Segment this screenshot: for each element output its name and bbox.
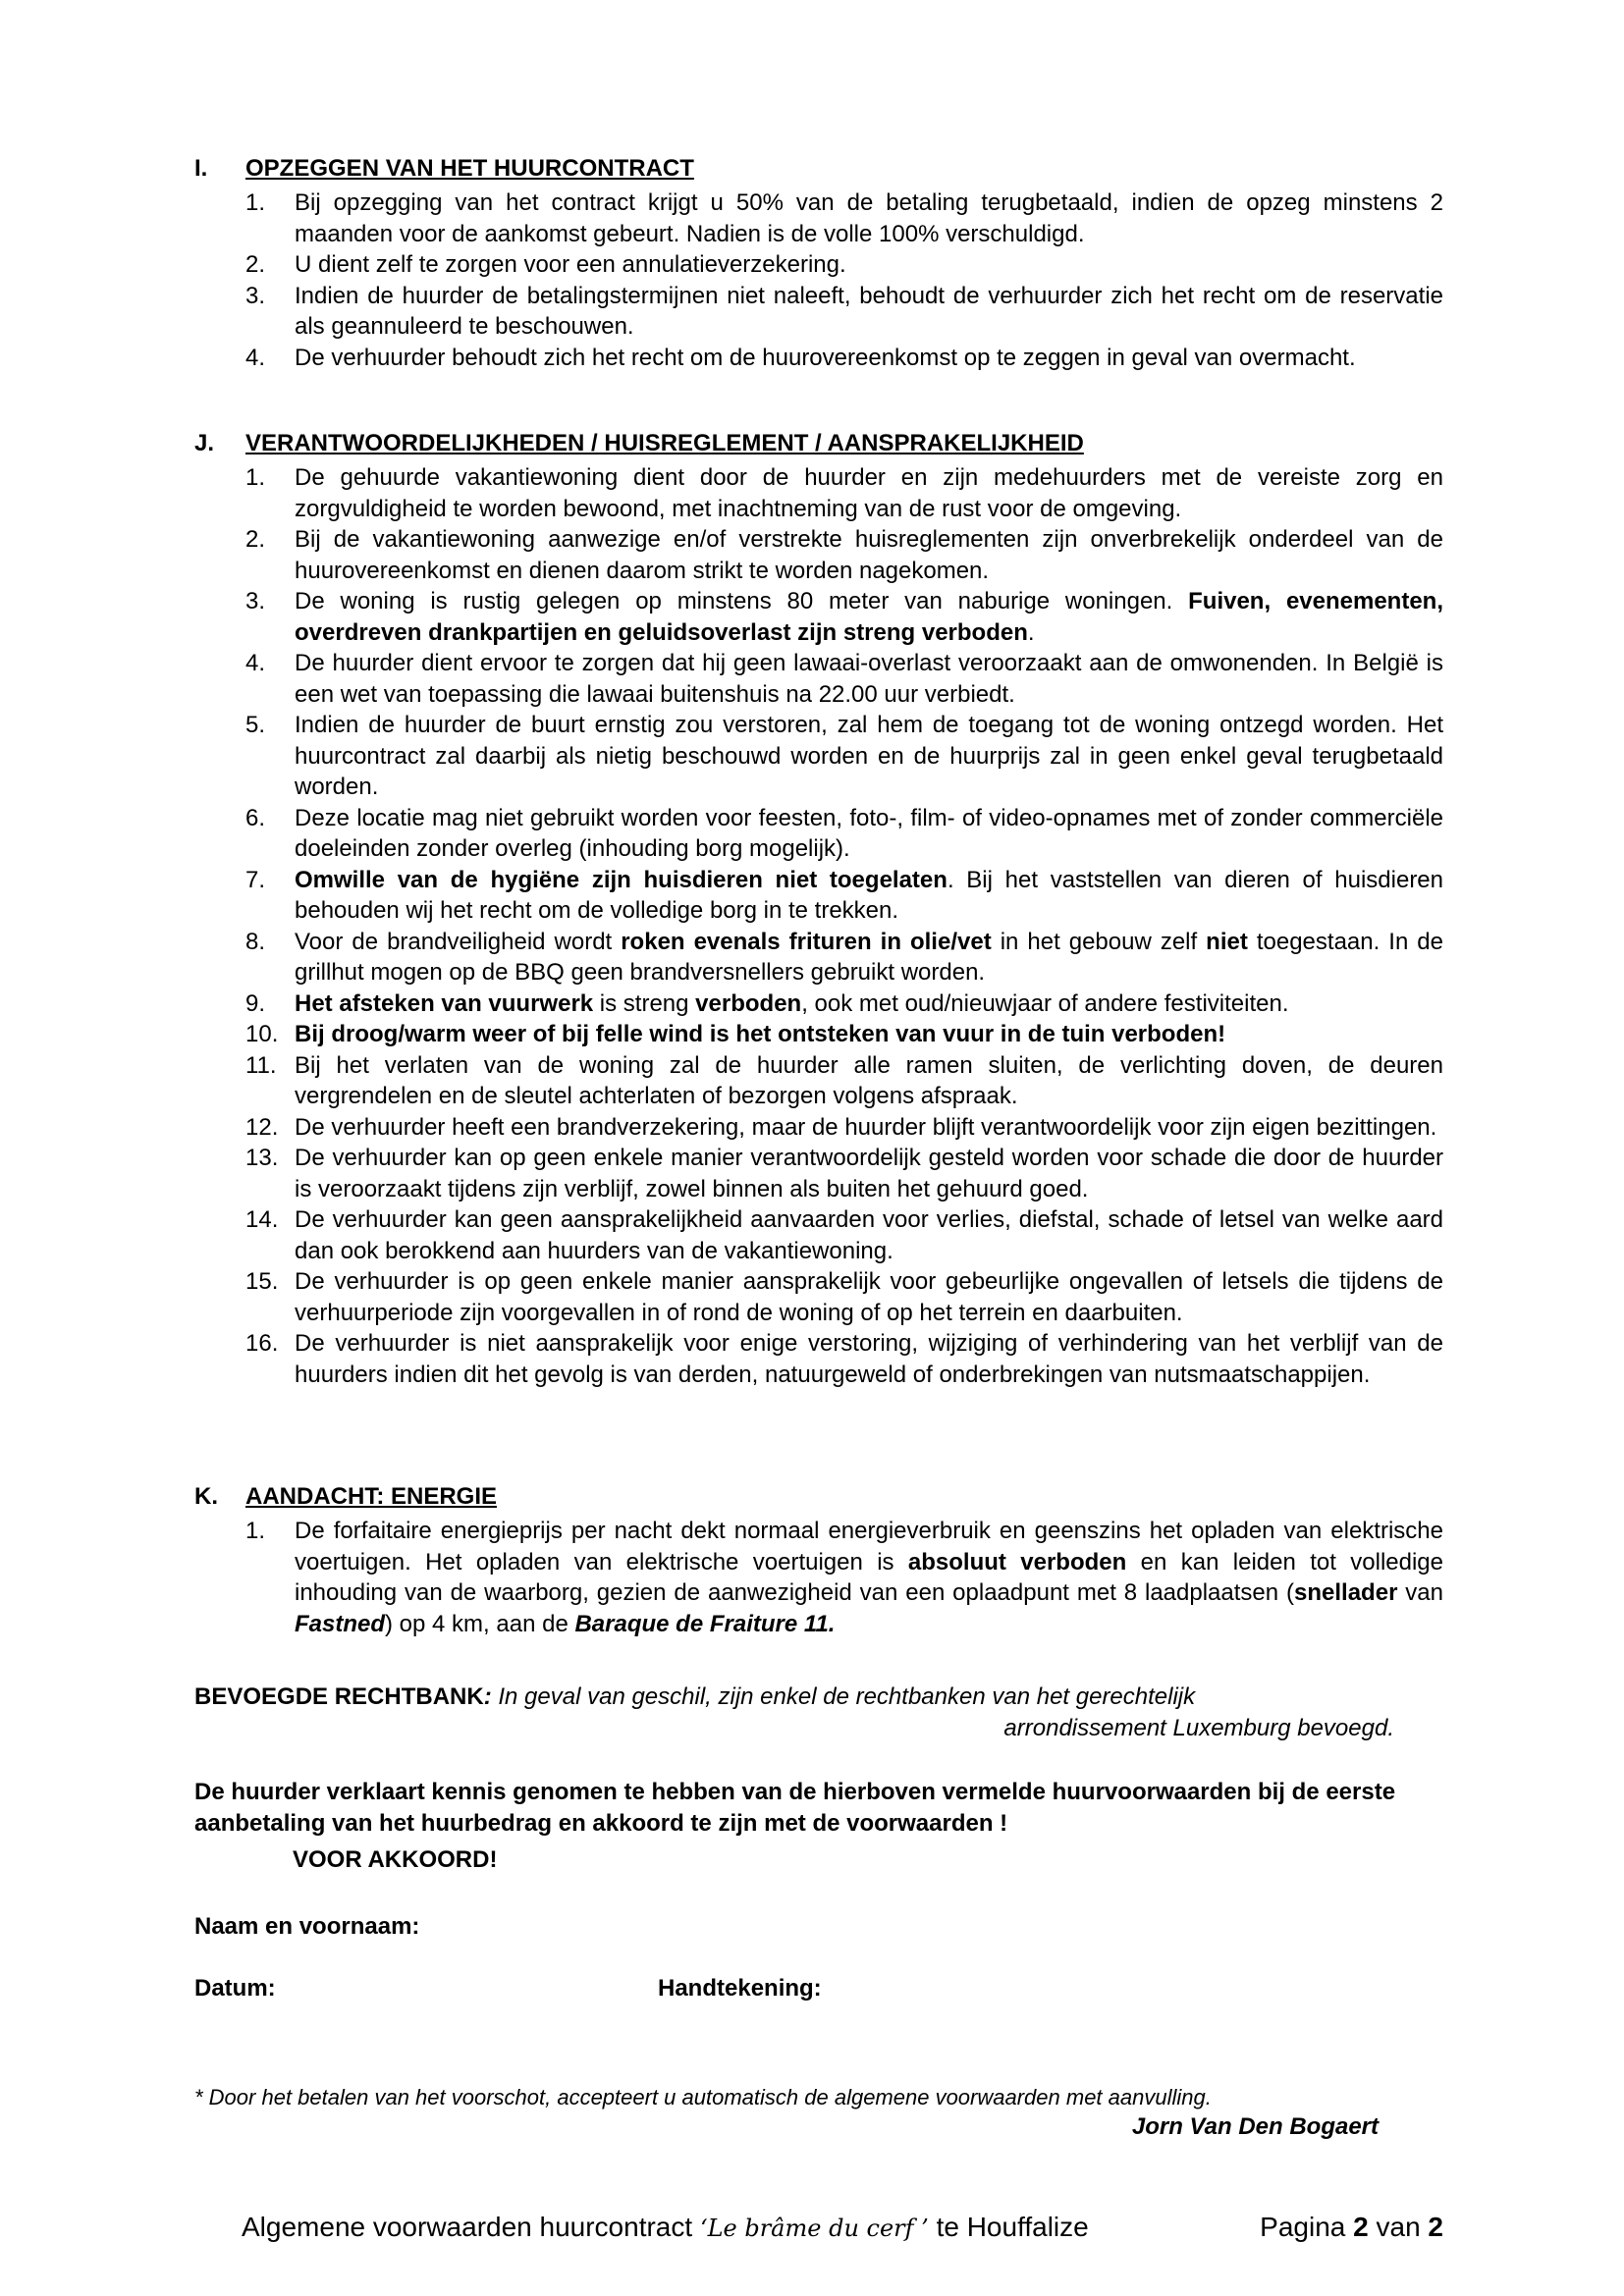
item-number: 5. [245, 712, 266, 738]
item-text: en kan leiden tot volledige inhouding van de waarborg, gezien de aanwezigheid van een oplaadpunt met 8 laadplaatsen ( [295, 1548, 1443, 1606]
item-text: in het gebouw zelf [991, 928, 1207, 955]
section-letter: K. [194, 1483, 218, 1510]
item-text: Indien de huurder de buurt ernstig zou verstoren, zal hem de toegang tot de woning ontzegd worden. Het huurcontract zal daarbij als nietig beschouwd worden en de huurprijs zal in geen enkel geval terugbetaald worden. [295, 712, 1443, 800]
item-number: 2. [245, 526, 266, 553]
item-text-bold: snellader [1294, 1579, 1398, 1606]
item-text-bold: Omwille van de hygiëne zijn huisdieren niet toegelaten [295, 866, 947, 893]
item-number: 3. [245, 588, 266, 614]
list-item [245, 1050, 1443, 1112]
item-text: De woning is rustig gelegen op minstens 80 meter van naburige woningen. [295, 588, 1189, 614]
section-j-heading [194, 429, 1084, 458]
court-clause [194, 1682, 1394, 1743]
item-number: 1. [245, 189, 266, 216]
list-item [245, 865, 1443, 927]
court-label: BEVOEGDE RECHTBANK [194, 1683, 484, 1710]
section-j-list [245, 462, 1443, 1390]
list-item [245, 710, 1443, 803]
footer-quote-close: ’ [913, 2215, 929, 2242]
footer-house-name: Le brâme du cerf [707, 2215, 914, 2242]
item-number: 10. [245, 1021, 279, 1047]
list-item [245, 462, 1443, 524]
list-item [245, 1516, 1443, 1639]
item-text: De verhuurder heeft een brandverzekering, maar de huurder blijft verantwoordelijk voor zijn eigen bezittingen. [295, 1113, 1437, 1141]
item-text: , ook met oud/nieuwjaar of andere festiviteiten. [801, 989, 1289, 1017]
declaration-text: De huurder verklaart kennis genomen te hebben van de hierboven vermelde huurvoorwaarden bij de eerste aanbetaling van het huurbedrag en akkoord te zijn met de voorwaarden ! [194, 1779, 1396, 1837]
footer-quote-open: ‘ [699, 2215, 708, 2242]
section-i-list [245, 187, 1443, 373]
court-line [194, 1682, 1394, 1713]
item-number: 3. [245, 282, 266, 309]
agree-label: VOOR AKKOORD! [293, 1846, 498, 1873]
list-item [245, 1328, 1443, 1390]
item-text: Voor de brandveiligheid wordt [295, 928, 622, 955]
list-item [245, 524, 1443, 586]
item-text: De verhuurder behoudt zich het recht om de huurovereenkomst op te zeggen in geval van overmacht. [295, 344, 1356, 371]
item-number: 12. [245, 1113, 279, 1141]
item-number: 14. [245, 1206, 279, 1233]
item-text: ) op 4 km, aan de [385, 1610, 575, 1637]
page-word: Pagina [1260, 2212, 1354, 2242]
item-text: De forfaitaire energieprijs per nacht dekt normaal energieverbruik en geenszins het opladen van elektrische voertuigen. Het opladen van elektrische voertuigen is [295, 1518, 1443, 1575]
item-text: Indien de huurder de betalingstermijnen niet naleeft, behoudt de verhuurder zich het recht om de reservatie als geannuleerd te beschouwen. [295, 282, 1443, 340]
item-number: 16. [245, 1330, 279, 1357]
date-label: Datum: [194, 1975, 276, 2002]
item-number: 8. [245, 928, 266, 955]
item-text: . Bij het vaststellen van dieren of huisdieren behouden wij het recht om de volledige borg in te trekken. [295, 866, 1444, 924]
court-colon: : [483, 1683, 492, 1710]
item-text: De huurder dient ervoor te zorgen dat hij geen lawaai-overlast veroorzaakt aan de omwonenden. In België is een wet van toepassing die lawaai buitenshuis na 22.00 uur verbiedt. [295, 650, 1443, 708]
item-text-bold: roken evenals frituren in olie/vet [621, 928, 992, 955]
list-item [245, 1143, 1443, 1204]
signatory-name: Jorn Van Den Bogaert [1131, 2113, 1379, 2140]
item-text: Deze locatie mag niet gebruikt worden voor feesten, foto-, film- of video-opnames met of zonder commerciële doeleinden zonder overleg (inhouding borg mogelijk). [295, 804, 1443, 862]
item-number: 6. [245, 804, 266, 831]
item-number: 11. [245, 1051, 277, 1079]
item-text: De verhuurder kan geen aansprakelijkheid aanvaarden voor verlies, diefstal, schade of letsel van welke aard dan ook berokkend aan huurders van de vakantiewoning. [295, 1206, 1443, 1264]
brand-name: Fastned [295, 1610, 386, 1637]
list-item [245, 586, 1443, 648]
item-text: De verhuurder is niet aansprakelijk voor enige verstoring, wijziging of verhindering van het verblijf van de huurders indien dit het gevolg is van derden, natuurgeweld of onderbrekingen van nutsmaatschappijen. [295, 1330, 1443, 1388]
page-total: 2 [1428, 2212, 1443, 2242]
list-item [245, 249, 1443, 281]
item-text-bold: Het afsteken van vuurwerk [295, 989, 594, 1017]
section-i-heading [194, 154, 694, 184]
list-item [245, 1266, 1443, 1328]
section-title: VERANTWOORDELIJKHEDEN / HUISREGLEMENT / AANSPRAKELIJKHEID [245, 430, 1084, 456]
page-footer [242, 2210, 1443, 2246]
item-number: 7. [245, 866, 266, 893]
section-k-list [245, 1516, 1443, 1639]
item-text: is streng [593, 989, 696, 1017]
page-number [1260, 2210, 1443, 2245]
section-letter: J. [194, 430, 215, 456]
item-text-bold: absoluut verboden [907, 1548, 1127, 1575]
item-text: Bij opzegging van het contract krijgt u 50% van de betaling terugbetaald, indien de opzeg minstens 2 maanden voor de aankomst gebeurt. Nadien is de volle 100% verschuldigd. [295, 189, 1443, 247]
list-item [245, 927, 1443, 988]
item-number: 1. [245, 1518, 266, 1544]
item-number: 2. [245, 251, 266, 278]
item-text: Bij het verlaten van de woning zal de huurder alle ramen sluiten, de verlichting doven, de deuren vergrendelen en de sleutel achterlaten of bezorgen volgens afspraak. [295, 1051, 1443, 1109]
list-item [245, 1204, 1443, 1266]
item-text: De verhuurder kan op geen enkele manier verantwoordelijk gesteld worden voor schade die door de huurder is veroorzaakt tijdens zijn verblijf, zowel binnen als buiten het gehuurd goed. [295, 1145, 1443, 1202]
item-text: toegestaan. In de grillhut mogen op de BBQ geen brandversnellers gebruikt worden. [295, 928, 1444, 986]
court-text: In geval van geschil, zijn enkel de rechtbanken van het gerechtelijk [491, 1683, 1196, 1710]
list-item [245, 343, 1443, 374]
court-text-line2: arrondissement Luxemburg bevoegd. [1003, 1714, 1394, 1741]
item-number: 4. [245, 650, 266, 676]
name-label: Naam en voornaam: [194, 1913, 420, 1940]
item-text-bold: Bij droog/warm weer of bij felle wind is het ontsteken van vuur in de tuin verboden! [295, 1021, 1226, 1047]
item-text-bold: niet [1206, 928, 1248, 955]
item-text: . [1027, 618, 1035, 646]
item-number: 9. [245, 989, 266, 1017]
item-text: U dient zelf te zorgen voor een annulatieverzekering. [295, 251, 846, 278]
list-item [245, 988, 1443, 1020]
list-item [245, 187, 1443, 249]
list-item [245, 803, 1443, 865]
list-item [245, 1112, 1443, 1144]
section-title: AANDACHT: ENERGIE [245, 1483, 498, 1510]
page-current: 2 [1353, 2212, 1369, 2242]
section-title: OPZEGGEN VAN HET HUURCONTRACT [245, 155, 694, 182]
item-text-bold: verboden [695, 989, 802, 1017]
list-item [245, 648, 1443, 710]
section-k-heading [194, 1482, 497, 1512]
signature-label: Handtekening: [658, 1975, 822, 2002]
item-number: 4. [245, 344, 266, 371]
item-text: Bij de vakantiewoning aanwezige en/of verstrekte huisreglementen zijn onverbrekelijk onderdeel van de huurovereenkomst en dienen daarom strikt te worden nagekomen. [295, 526, 1443, 584]
item-text: De gehuurde vakantiewoning dient door de huurder en zijn medehuurders met de vereiste zorg en zorgvuldigheid te worden bewoond, met inachtneming van de rust voor de omgeving. [295, 464, 1443, 522]
footer-location: te Houffalize [928, 2212, 1089, 2242]
item-text-bold: Fuiven, evenementen, overdreven drankpartijen en geluidsoverlast zijn streng verboden [295, 588, 1444, 646]
item-number: 13. [245, 1145, 279, 1171]
location-name: Baraque de Fraiture 11. [574, 1610, 836, 1637]
footer-title: Algemene voorwaarden huurcontract [242, 2212, 700, 2242]
list-item [245, 1019, 1443, 1050]
payment-note: * Door het betalen van het voorschot, accepteert u automatisch de algemene voorwaarden met aanvulling. [194, 2085, 1212, 2109]
item-number: 1. [245, 464, 266, 491]
item-text: De verhuurder is op geen enkele manier aansprakelijk voor gebeurlijke ongevallen of letsels die tijdens de verhuurperiode zijn voorgevallen in of rond de woning of op het terrein en daarbuiten. [295, 1268, 1443, 1326]
list-item [245, 281, 1443, 343]
item-text: van [1397, 1579, 1443, 1606]
section-letter: I. [194, 155, 208, 182]
page-of: van [1368, 2212, 1429, 2242]
item-number: 15. [245, 1268, 279, 1295]
